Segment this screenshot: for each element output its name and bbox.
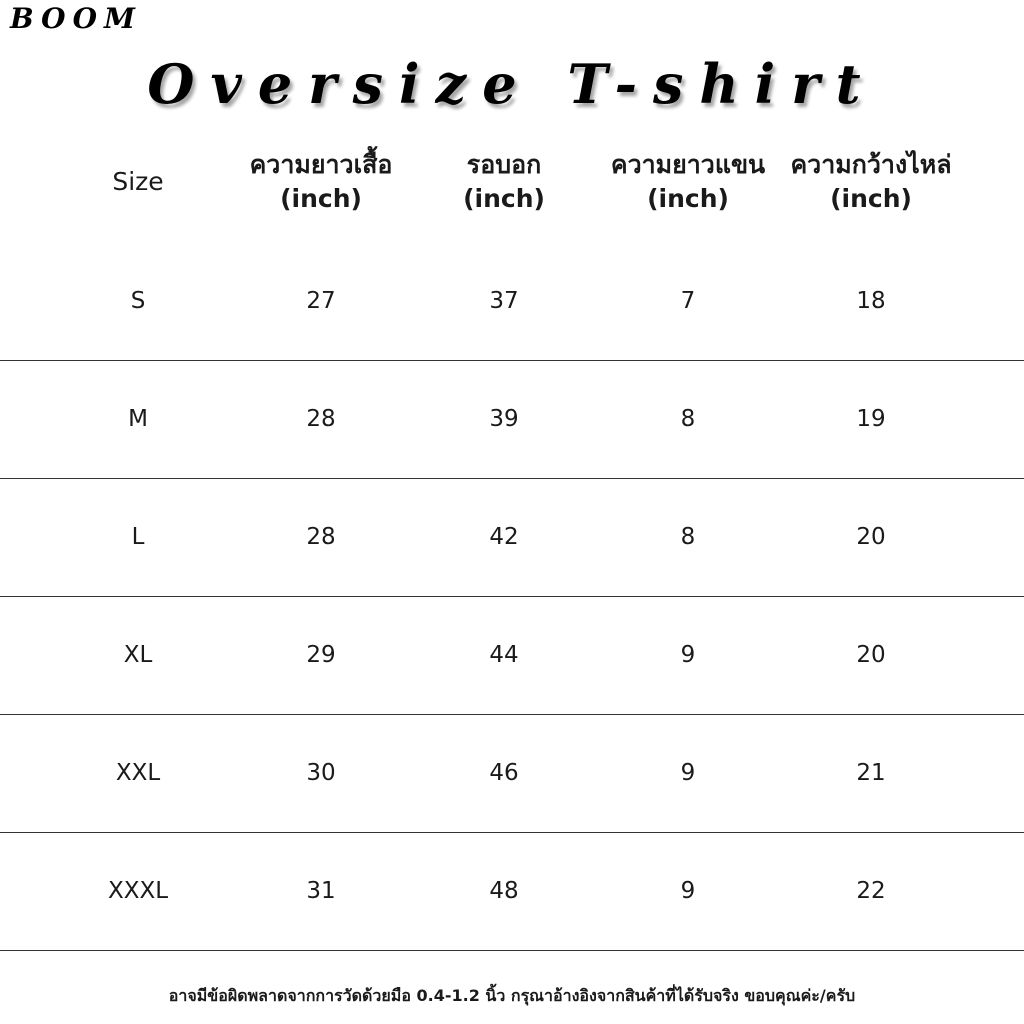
cell-shoulder-width: 18 (856, 288, 886, 314)
cell-body-length: 28 (306, 524, 336, 550)
header-shoulder-width-label: ความกว้างไหล่ (790, 150, 952, 179)
cell-size: L (131, 524, 145, 550)
cell-body-length: 28 (306, 406, 336, 432)
cell-sleeve-length: 9 (680, 760, 696, 786)
cell-size: XXXL (107, 878, 169, 904)
cell-shoulder-width: 19 (856, 406, 886, 432)
cell-body-length: 30 (306, 760, 336, 786)
header-sleeve-length (598, 148, 778, 216)
cell-shoulder-width: 22 (856, 878, 886, 904)
cell-chest: 42 (489, 524, 519, 550)
header-shoulder-width-unit: (inch) (830, 184, 912, 213)
cell-shoulder-width: 20 (856, 642, 886, 668)
header-size (48, 165, 228, 199)
table-row (0, 597, 1024, 715)
header-chest (414, 148, 594, 216)
header-shoulder-width (781, 148, 961, 216)
header-chest-label: รอบอก (466, 150, 542, 179)
table-row (0, 479, 1024, 597)
cell-size: XL (123, 642, 153, 668)
header-body-length (231, 148, 411, 216)
cell-sleeve-length: 8 (680, 524, 696, 550)
table-row (0, 833, 1024, 951)
page-title: Oversize T-shirt (147, 52, 877, 116)
table-row (0, 361, 1024, 479)
measurement-disclaimer: อาจมีข้อผิดพลาดจากการวัดด้วยมือ 0.4-1.2 นิ้ว กรุณาอ้างอิงจากสินค้าที่ได้รับจริง ขอบคุณค่ะ/ครับ (168, 986, 856, 1005)
header-size-label: Size (112, 167, 164, 196)
row-divider (0, 950, 1024, 951)
header-body-length-unit: (inch) (280, 184, 362, 213)
cell-chest: 44 (489, 642, 519, 668)
header-sleeve-length-label: ความยาวแขน (610, 150, 766, 179)
size-table-header (0, 148, 1024, 228)
cell-shoulder-width: 20 (856, 524, 886, 550)
table-row (0, 243, 1024, 361)
header-sleeve-length-unit: (inch) (647, 184, 729, 213)
cell-sleeve-length: 9 (680, 878, 696, 904)
cell-body-length: 27 (306, 288, 336, 314)
cell-sleeve-length: 8 (680, 406, 696, 432)
cell-size: M (128, 406, 148, 432)
cell-size: S (130, 288, 146, 314)
cell-body-length: 29 (306, 642, 336, 668)
cell-chest: 46 (489, 760, 519, 786)
cell-size: XXL (115, 760, 161, 786)
cell-shoulder-width: 21 (856, 760, 886, 786)
brand-logo: BOOM (10, 2, 142, 35)
cell-body-length: 31 (306, 878, 336, 904)
cell-chest: 39 (489, 406, 519, 432)
table-row (0, 715, 1024, 833)
header-chest-unit: (inch) (463, 184, 545, 213)
header-body-length-label: ความยาวเสื้อ (249, 150, 393, 179)
cell-chest: 37 (489, 288, 519, 314)
cell-sleeve-length: 9 (680, 642, 696, 668)
cell-chest: 48 (489, 878, 519, 904)
cell-sleeve-length: 7 (680, 288, 696, 314)
